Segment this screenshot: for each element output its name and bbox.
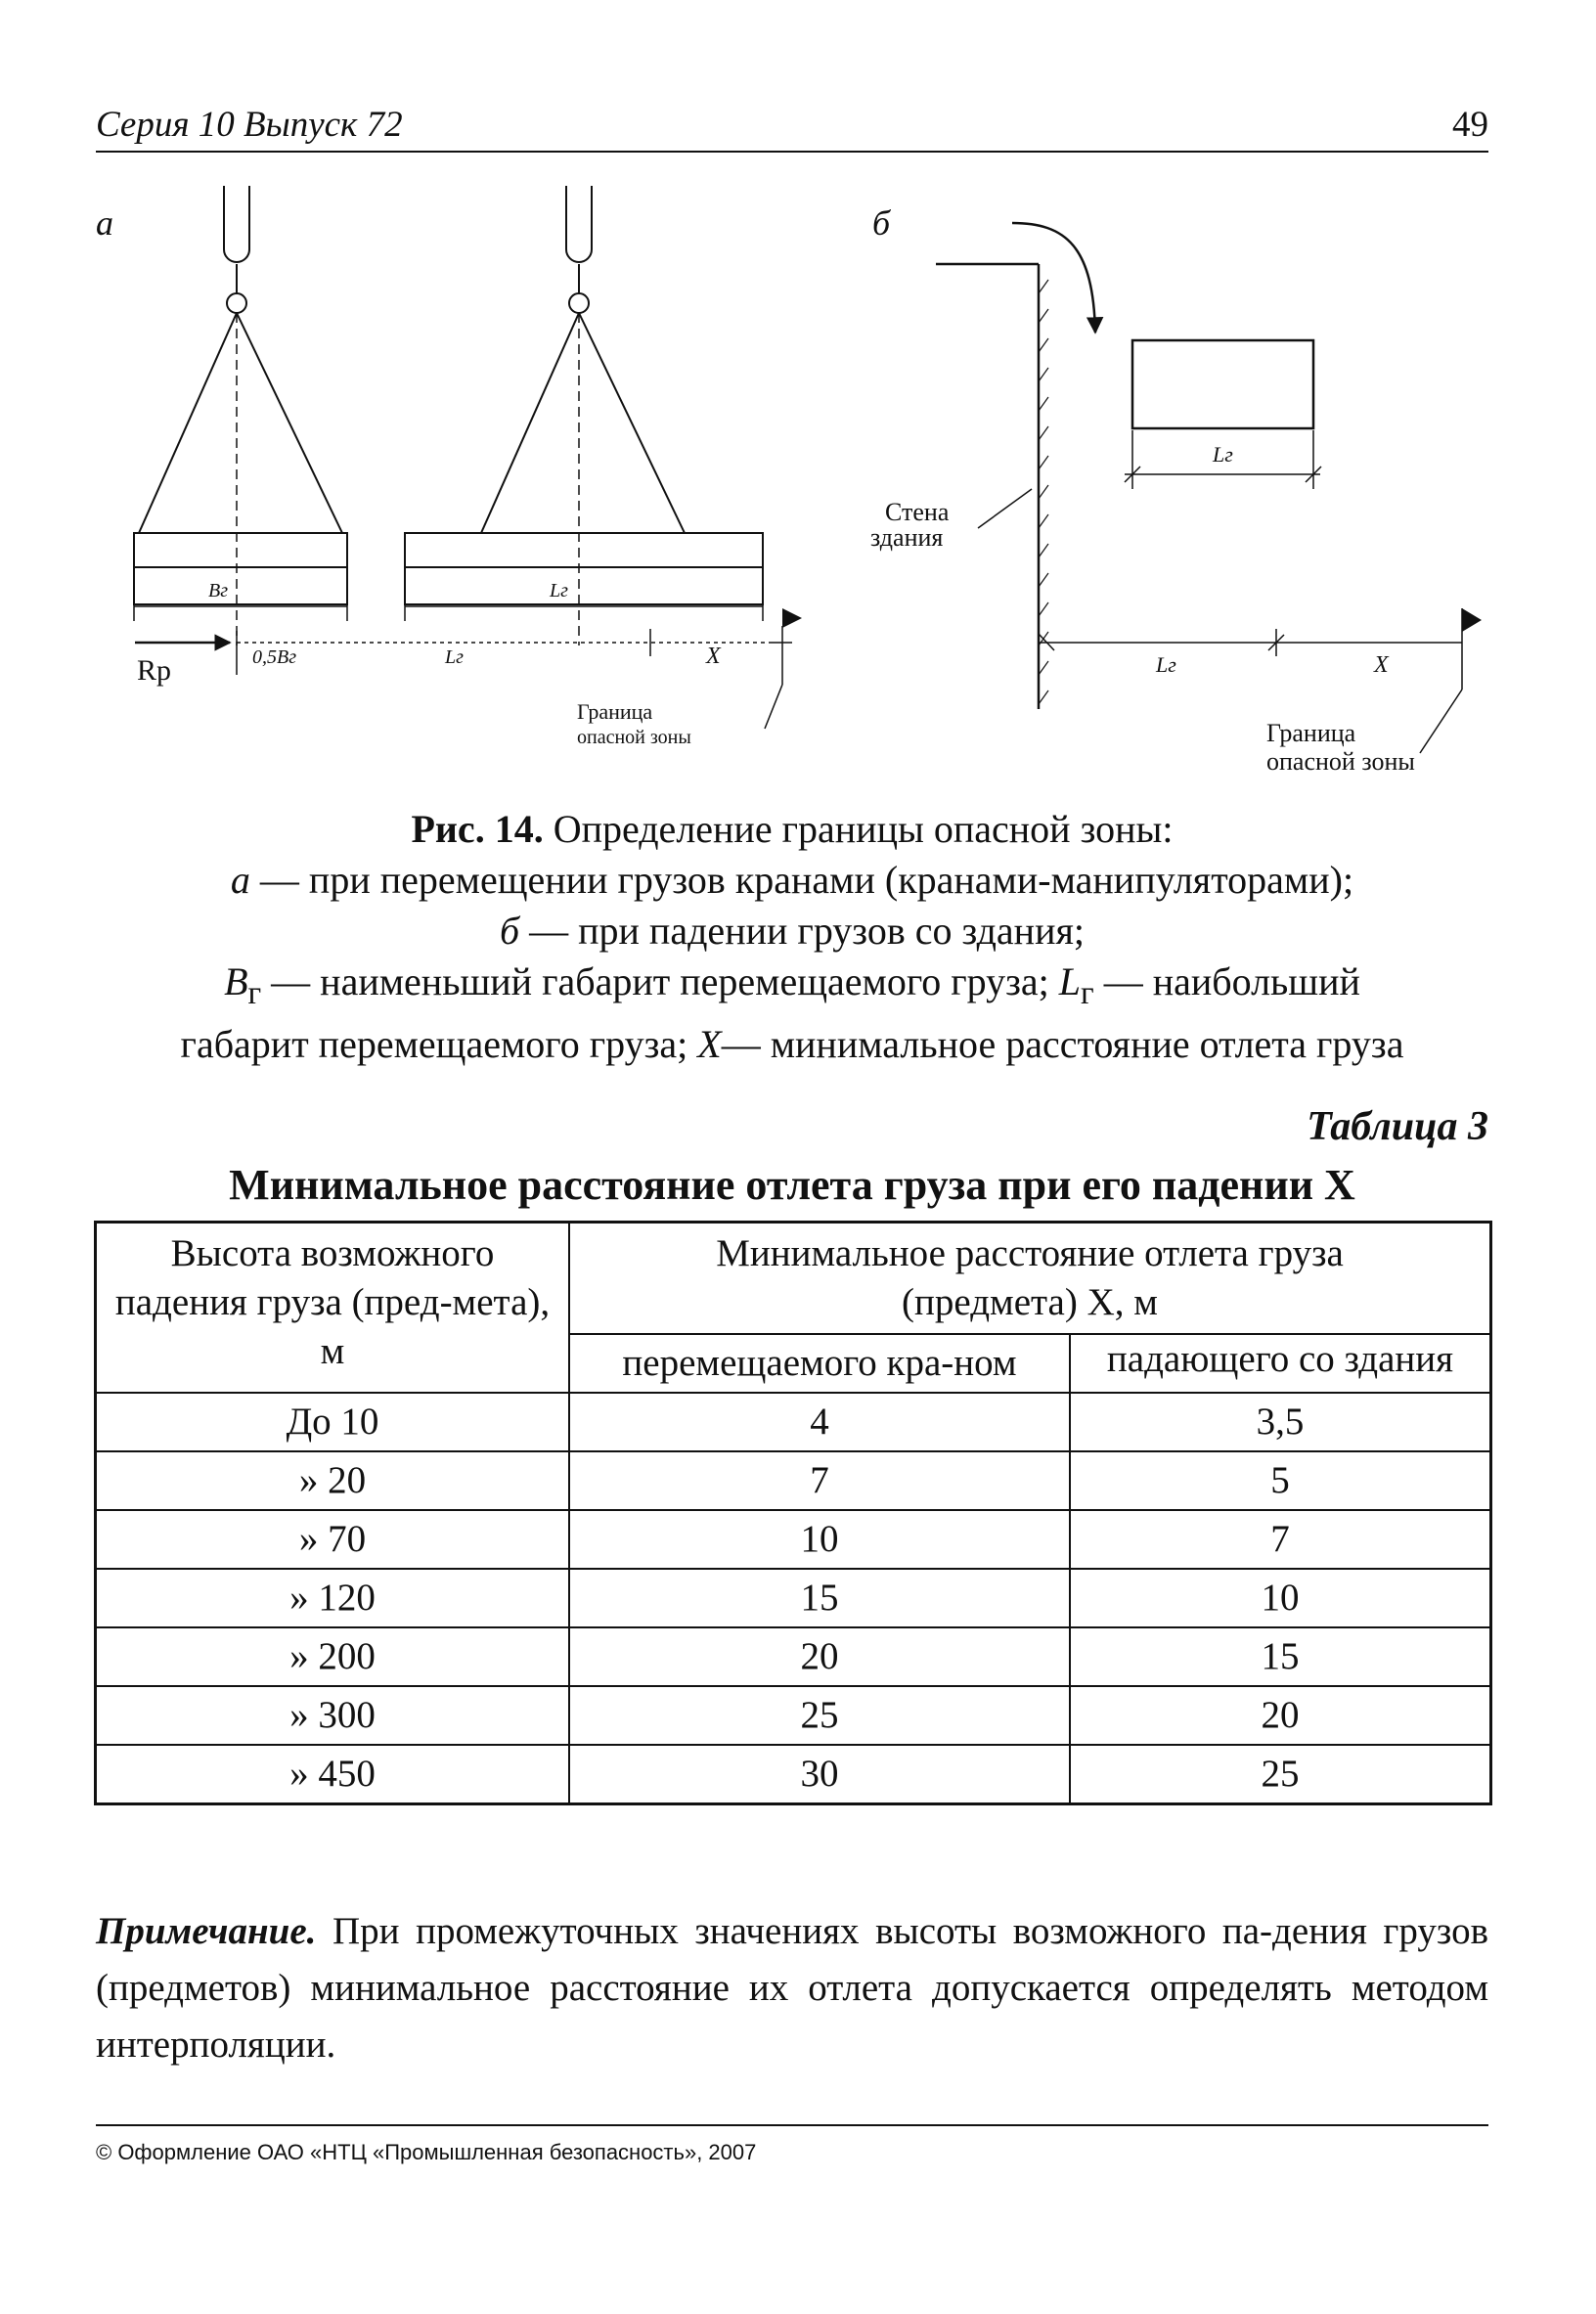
lg-label: Lг <box>550 580 568 601</box>
caption-line-a: — при перемещении грузов кранами (кранами-манипуляторами); <box>259 858 1354 902</box>
table-row <box>96 1569 1491 1627</box>
falling-load <box>1132 340 1313 428</box>
table-title: Минимальное расстояние отлета груза при его падении X <box>229 1161 1355 1209</box>
table-row <box>96 1451 1491 1510</box>
cell-building: 25 <box>1070 1745 1491 1804</box>
table-row <box>96 1510 1491 1569</box>
caption-lg-symbol: L <box>1058 959 1082 1003</box>
cell-building: 7 <box>1070 1510 1491 1569</box>
zone-label-a-1: Граница <box>577 699 653 724</box>
figure-number: Рис. 14. <box>411 807 544 851</box>
x-label-b: X <box>1374 652 1389 678</box>
part-b-label: б <box>872 203 891 243</box>
table-row <box>96 1686 1491 1745</box>
figure-14-diagram <box>0 156 1596 782</box>
lg-bottom-label-b: Lг <box>1156 652 1176 677</box>
x-label-a: X <box>706 644 721 669</box>
cell-crane: 4 <box>569 1393 1070 1451</box>
cell-crane: 7 <box>569 1451 1070 1510</box>
crane-hook-1 <box>139 186 342 645</box>
cell-crane: 10 <box>569 1510 1070 1569</box>
caption-line-d2: — минимальное расстояние отлета груза <box>721 1022 1404 1066</box>
half-bg-label: 0,5Вг <box>252 646 297 668</box>
cell-crane: 15 <box>569 1569 1070 1627</box>
wall-label-1: Стена <box>885 498 950 526</box>
bg-label: Вг <box>208 580 229 601</box>
distance-table <box>94 1221 1492 1805</box>
caption-line-b: — при падении грузов со здания; <box>529 909 1085 953</box>
table-label: Таблица 3 <box>1307 1104 1488 1149</box>
cell-building: 5 <box>1070 1451 1491 1510</box>
caption-a-letter: а <box>230 858 250 902</box>
header-crane: перемещаемого кра-ном <box>569 1334 1070 1393</box>
cell-building: 10 <box>1070 1569 1491 1627</box>
load-1 <box>134 533 347 604</box>
cell-building: 3,5 <box>1070 1393 1491 1451</box>
zone-flag-b <box>1420 608 1482 753</box>
cell-building: 15 <box>1070 1627 1491 1686</box>
cell-height: » 120 <box>96 1569 570 1627</box>
table-note <box>96 1903 1488 2073</box>
cell-crane: 30 <box>569 1745 1070 1804</box>
figure-caption <box>96 804 1488 1070</box>
header-height: Высота возможного падения груза (пред-мета), м <box>96 1223 570 1394</box>
cell-building: 20 <box>1070 1686 1491 1745</box>
note-label: Примечание. <box>96 1910 317 1952</box>
page-number: 49 <box>1452 105 1488 145</box>
cell-height: » 20 <box>96 1451 570 1510</box>
table-row <box>96 1745 1491 1804</box>
table-row <box>96 1627 1491 1686</box>
fall-arrow <box>1012 223 1095 333</box>
caption-lg-sub: г <box>1081 975 1094 1011</box>
page-header <box>96 102 1488 153</box>
cell-crane: 25 <box>569 1686 1070 1745</box>
zone-flag-a <box>765 608 802 729</box>
cell-height: До 10 <box>96 1393 570 1451</box>
header-building: падающего со здания <box>1070 1334 1491 1393</box>
table-row <box>96 1393 1491 1451</box>
cell-height: » 200 <box>96 1627 570 1686</box>
lg-bottom-label: Lг <box>445 646 464 668</box>
cell-height: » 70 <box>96 1510 570 1569</box>
cell-height: » 300 <box>96 1686 570 1745</box>
part-a-label: а <box>96 203 113 243</box>
series-title: Серия 10 Выпуск 72 <box>96 105 403 145</box>
note-text: При промежуточных значениях высоты возможного па-дения грузов (предметов) минимальное расстояние их отлета допускается определять методом интерполяции. <box>96 1910 1489 2066</box>
caption-b-letter: б <box>499 909 520 953</box>
caption-bg-sub: г <box>247 975 262 1011</box>
zone-label-a-2: опасной зоны <box>577 727 691 748</box>
zone-label-b-2: опасной зоны <box>1266 747 1415 776</box>
caption-line-c2: — наибольший <box>1103 959 1360 1003</box>
caption-line-d1: габарит перемещаемого груза; <box>180 1022 688 1066</box>
zone-label-b-1: Граница <box>1266 719 1356 747</box>
cell-crane: 20 <box>569 1627 1070 1686</box>
crane-hook-2 <box>481 186 685 645</box>
caption-x-symbol: X <box>697 1022 722 1066</box>
figure-title: Определение границы опасной зоны: <box>553 807 1174 851</box>
header-distance-group: Минимальное расстояние отлета груза (предмета) X, м <box>569 1223 1491 1335</box>
caption-bg-symbol: B <box>224 959 248 1003</box>
caption-line-c1: — наименьший габарит перемещаемого груза; <box>271 959 1049 1003</box>
load-2 <box>405 533 763 604</box>
cell-height: » 450 <box>96 1745 570 1804</box>
rp-label: Rp <box>137 654 172 687</box>
wall-label-2: здания <box>870 523 944 552</box>
building-wall <box>936 264 1048 709</box>
copyright-footer: © Оформление ОАО «НТЦ «Промышленная безопасность», 2007 <box>96 2124 1488 2165</box>
lg-top-label: Lг <box>1213 442 1233 467</box>
